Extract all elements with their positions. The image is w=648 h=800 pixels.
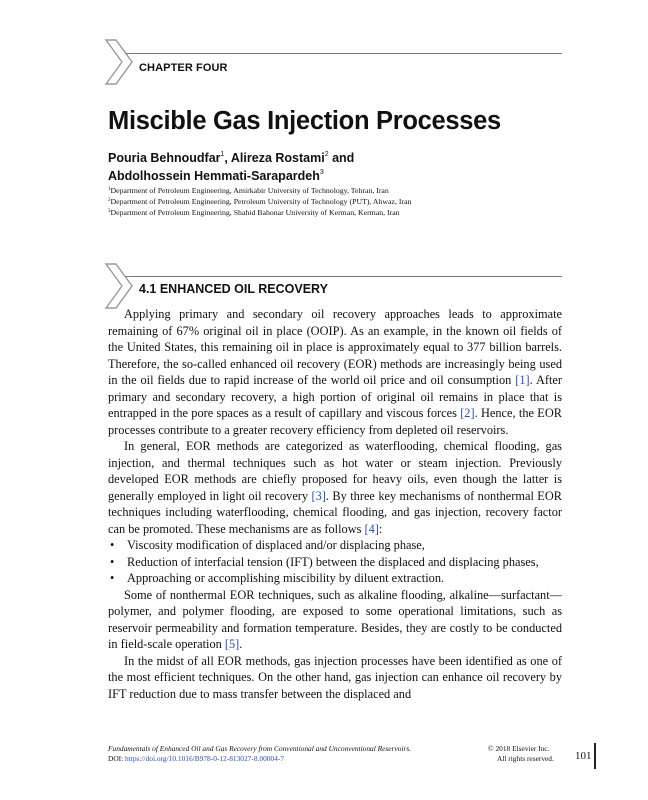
text-run: .	[239, 637, 243, 651]
author-name: Alireza Rostami	[230, 151, 325, 165]
footer-doi	[108, 754, 284, 763]
body-text	[108, 306, 562, 702]
doi-label: DOI:	[108, 754, 126, 763]
affiliation	[108, 208, 400, 217]
paragraph	[108, 587, 562, 653]
author-name: Pouria Behnoudfar	[108, 151, 221, 165]
affiliation-text: Department of Petroleum Engineering, Petroleum University of Technology (PUT), Ahwaz, Iran	[110, 197, 412, 206]
mechanism-list	[108, 537, 562, 587]
text-run: . Hence, the EOR processes contribute to a greater recovery efficiency from depleted oil reservoirs.	[108, 406, 562, 437]
page-number-bar	[594, 743, 596, 769]
affiliation-text: Department of Petroleum Engineering, Amirkabir University of Technology, Tehran, Iran	[110, 186, 389, 195]
footer-book-title: Fundamentals of Enhanced Oil and Gas Recovery from Conventional and Unconventional Reservoirs.	[108, 744, 412, 753]
affiliation-text: Department of Petroleum Engineering, Shahid Bahonar University of Kerman, Kerman, Iran	[110, 208, 400, 217]
author-affiliation-mark: 3	[319, 169, 324, 176]
text-run: . By three key mechanisms of nonthermal EOR techniques including waterflooding, chemical flooding, and gas injection, recovery factor can be promoted. These mechanisms are as follows	[108, 488, 562, 536]
author-affiliation-mark: 1	[220, 151, 225, 158]
citation-link[interactable]: [5]	[224, 637, 240, 651]
list-item: • Viscosity modification of displaced and/or displacing phase,	[108, 537, 562, 554]
chapter-label: CHAPTER FOUR	[139, 62, 228, 74]
affiliation	[108, 186, 389, 195]
text-run: Some of nonthermal EOR techniques, such as alkaline flooding, alkaline—surfactant—polymer, and polymer flooding, are exposed to some operational limitations, such as reservoir permeability and formation temperature. Besides, they are costly to be conducted in field-scale operation	[108, 587, 562, 651]
citation-link[interactable]: [4]	[364, 521, 379, 536]
text-run: :	[378, 521, 383, 536]
list-item: • Approaching or accomplishing miscibility by diluent extraction.	[108, 570, 562, 587]
affiliation-mark: 1	[108, 187, 111, 192]
author-affiliation-mark: 2	[324, 151, 329, 158]
paragraph	[108, 306, 562, 438]
footer-rights: All rights reserved.	[497, 754, 554, 763]
authors-line	[108, 151, 354, 165]
list-item: • Reduction of interfacial tension (IFT) between the displaced and displacing phases,	[108, 554, 562, 571]
citation-link[interactable]: [2]	[460, 406, 475, 420]
paragraph	[108, 438, 562, 537]
section-rule	[126, 276, 562, 277]
doi-link[interactable]: https://doi.org/10.1016/B978-0-12-813027-8.00004-7	[125, 754, 285, 763]
chapter-chevron-icon	[104, 38, 134, 86]
authors-line	[108, 169, 324, 183]
affiliation-mark: 2	[108, 198, 111, 203]
author-separator: and	[328, 151, 355, 165]
affiliation	[108, 197, 411, 206]
page-number: 101	[575, 750, 592, 762]
citation-link[interactable]: [3]	[311, 488, 326, 503]
author-separator: ,	[224, 151, 231, 165]
section-heading: 4.1 ENHANCED OIL RECOVERY	[139, 282, 328, 296]
author-name: Abdolhossein Hemmati-Sarapardeh	[108, 169, 320, 183]
chapter-title: Miscible Gas Injection Processes	[108, 107, 501, 135]
chapter-rule	[126, 53, 562, 54]
text-run: In the midst of all EOR methods, gas injection processes have been identified as one of the most efficient techniques. On the other hand, gas injection can enhance oil recovery by IFT reduction due to mass transfer between the displaced and	[108, 653, 562, 701]
citation-link[interactable]: [1]	[515, 373, 530, 387]
text-run: In general, EOR methods are categorized as waterflooding, chemical flooding, gas injection, and thermal techniques such as hot water or steam injection. Previously developed EOR methods are chiefly proposed for heavy oils, even though the latter is generally employed in light oil recovery	[108, 439, 562, 503]
paragraph	[108, 653, 562, 703]
text-run: . After primary and secondary recovery, a high portion of original oil remains in place that is entrapped in the pore spaces as a result of capillary and viscous forces	[108, 373, 562, 420]
section-chevron-icon	[104, 262, 134, 310]
text-run: Applying primary and secondary oil recovery approaches leads to approximate remaining of 67% original oil in place (OOIP). As an example, in the known oil fields of the United States, this remaining oil in place is approximately equal to 377 billion barrels. Therefore, the so-called enhanced oil recovery (EOR) methods are increasingly being used in the oil fields due to rapid increase of the world oil price and oil consumption	[108, 307, 562, 387]
footer-copyright: © 2018 Elsevier Inc.	[488, 744, 550, 753]
affiliation-mark: 3	[108, 209, 111, 214]
